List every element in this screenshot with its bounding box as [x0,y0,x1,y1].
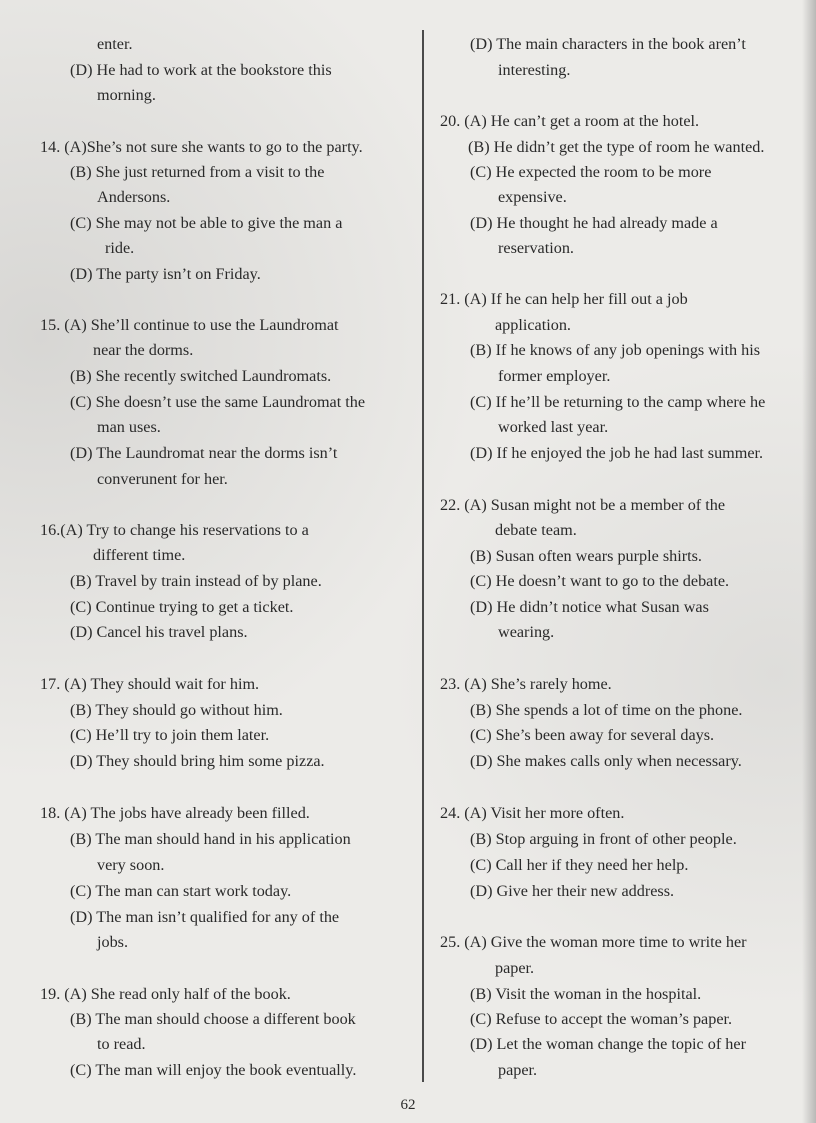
text-line: (B) Visit the woman in the hospital. [470,985,702,1003]
question-16: 16.(A) Try to change his reservations to a [40,521,309,539]
text-line: paper. [495,959,535,977]
text-line: (D) He had to work at the bookstore this [70,61,332,79]
question-18: 18. (A) The jobs have already been filled. [40,804,310,822]
text-line: converunent for her. [97,470,228,488]
question-15: 15. (A) She’ll continue to use the Laundromat [40,316,339,334]
text-line: (D) He didn’t notice what Susan was [470,598,709,616]
text-line: near the dorms. [93,341,194,359]
text-line: (D) The main characters in the book aren’t [470,35,746,53]
text-line: (B) The man should choose a different book [70,1010,356,1028]
text-line: morning. [97,86,156,104]
question-23: 23. (A) She’s rarely home. [440,675,612,693]
text-line: expensive. [498,188,567,206]
page-edge-shadow [802,0,816,1123]
text-line: (C) Refuse to accept the woman’s paper. [470,1010,733,1028]
text-line: (D) The Laundromat near the dorms isn’t [70,444,338,462]
question-21: 21. (A) If he can help her fill out a job [440,290,688,308]
text-line: (D) She makes calls only when necessary. [470,752,742,770]
text-line: (B) She just returned from a visit to the [70,163,325,181]
page-number: 62 [400,1097,416,1113]
text-line: (D) If he enjoyed the job he had last summer. [470,444,764,462]
column-divider [422,30,424,1082]
text-line: different time. [93,546,186,564]
text-line: reservation. [498,239,574,257]
text-line: worked last year. [498,418,609,436]
text-line: (D) The party isn’t on Friday. [70,265,261,283]
text-line: (B) The man should hand in his application [70,830,351,848]
text-line: application. [495,316,571,334]
text-line: (B) Susan often wears purple shirts. [470,547,702,565]
text-line: (B) Travel by train instead of by plane. [70,572,322,590]
question-20: 20. (A) He can’t get a room at the hotel. [440,112,700,130]
question-17: 17. (A) They should wait for him. [40,675,260,693]
text-line: (D) Cancel his travel plans. [70,623,248,641]
text-line: (C) She may not be able to give the man a [70,214,343,232]
question-22: 22. (A) Susan might not be a member of the [440,496,726,514]
text-line: (C) Call her if they need her help. [470,856,689,874]
question-14: 14. (A)She’s not sure she wants to go to the party. [40,138,363,156]
text-line: (C) The man can start work today. [70,882,292,900]
text-line: (B) She spends a lot of time on the phone. [470,701,743,719]
text-line: (D) They should bring him some pizza. [70,752,325,770]
text-line: (B) Stop arguing in front of other people. [470,830,737,848]
text-line: jobs. [97,933,129,951]
text-line: man uses. [97,418,161,436]
text-line: former employer. [498,367,611,385]
text-line: (C) She’s been away for several days. [470,726,715,744]
text-line: ride. [105,239,135,257]
text-line: Andersons. [97,188,171,206]
text-line: very soon. [97,856,165,874]
text-line: (C) The man will enjoy the book eventually. [70,1061,357,1079]
text-line: (C) He doesn’t want to go to the debate. [470,572,730,590]
text-line: wearing. [498,623,555,641]
question-25: 25. (A) Give the woman more time to write her [440,933,747,951]
text-line: interesting. [498,61,571,79]
text-line: (C) He expected the room to be more [470,163,712,181]
text-line: (D) Let the woman change the topic of her [470,1035,746,1053]
text-line: (C) He’ll try to join them later. [70,726,270,744]
text-line: paper. [498,1061,538,1079]
text-line: (B) They should go without him. [70,701,283,719]
question-24: 24. (A) Visit her more often. [440,804,625,822]
question-19: 19. (A) She read only half of the book. [40,985,291,1003]
text-line: (C) She doesn’t use the same Laundromat the [70,393,366,411]
text-line: (B) If he knows of any job openings with his [470,341,760,359]
text-line: to read. [97,1035,146,1053]
text-line: (D) The man isn’t qualified for any of the [70,908,340,926]
text-line: (C) If he’ll be returning to the camp where he [470,393,766,411]
text-line: (D) He thought he had already made a [470,214,718,232]
text-line: debate team. [495,521,577,539]
text-line: (B) She recently switched Laundromats. [70,367,332,385]
text-line: (B) He didn’t get the type of room he wanted. [468,138,765,156]
text-line: enter. [97,35,133,53]
text-line: (C) Continue trying to get a ticket. [70,598,294,616]
text-line: (D) Give her their new address. [470,882,675,900]
